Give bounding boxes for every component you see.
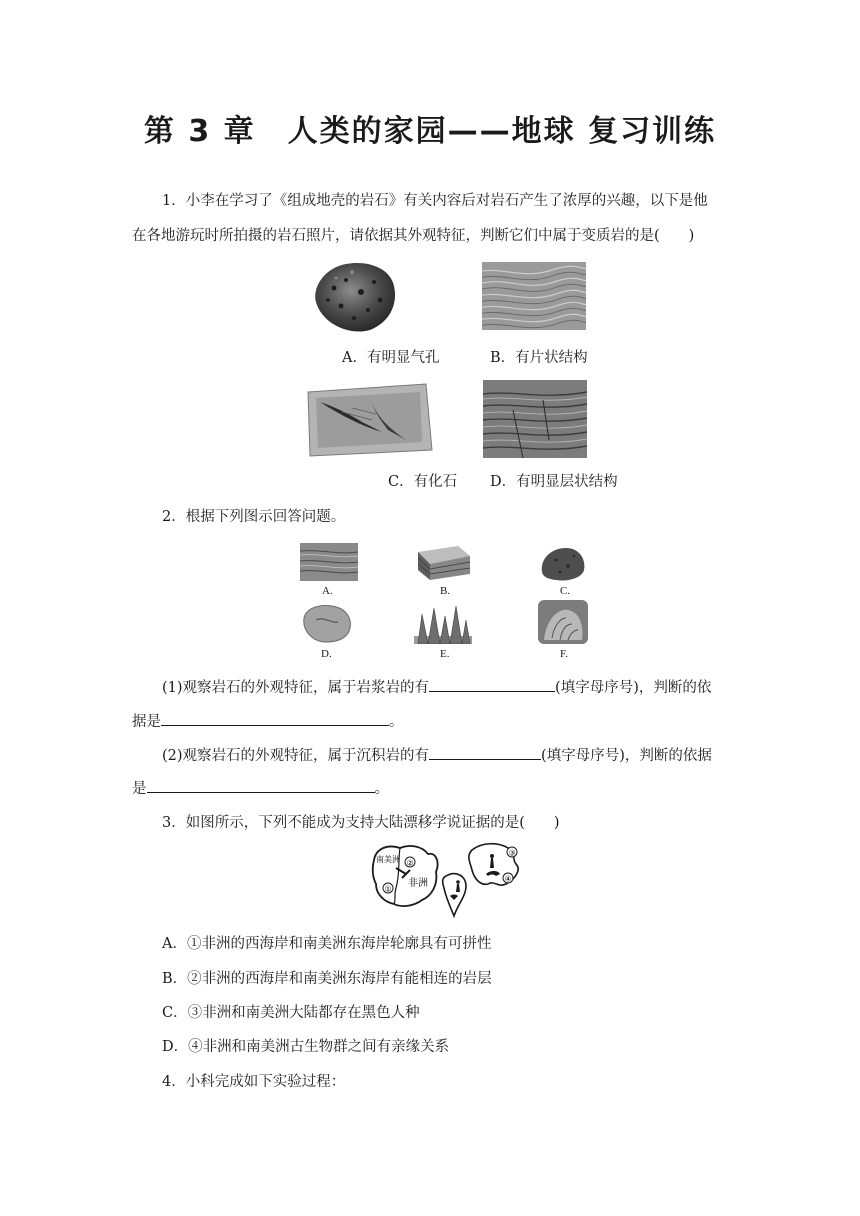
svg-text:③: ③ (508, 848, 516, 858)
q2-part2-line1: (2)观察岩石的外观特征，属于沉积岩的有 (填字母序号)，判断的依据 (162, 744, 712, 766)
svg-text:④: ④ (504, 874, 512, 884)
q1-option-d: D．有明显层状结构 (490, 474, 618, 490)
q3-continent-map (366, 840, 526, 922)
q2-stem: 2．根据下列图示回答问题。 (162, 509, 346, 525)
q2-label-b: B. (440, 585, 451, 597)
q1-option-b: B．有片状结构 (490, 350, 588, 366)
q2-photo-a (300, 543, 358, 581)
q2-part1-blank1[interactable] (429, 676, 555, 692)
q1-option-a: A．有明显气孔 (342, 350, 440, 366)
page-title: 第 3 章 人类的家园——地球 复习训练 (143, 114, 717, 149)
q3-option-b: B．②非洲的西海岸和南美洲东海岸有能相连的岩层 (162, 971, 492, 987)
q2-label-f: F. (560, 648, 568, 660)
q2-label-d: D. (321, 648, 332, 660)
svg-text:①: ① (384, 884, 392, 894)
q3-option-c: C．③非洲和南美洲大陆都存在黑色人种 (162, 1005, 420, 1021)
q3-option-a: A．①非洲的西海岸和南美洲东海岸轮廓具有可拼性 (162, 936, 492, 952)
q1-option-c: C．有化石 (388, 474, 458, 490)
q3-option-d: D．④非洲和南美洲古生物群之间有亲缘关系 (162, 1039, 450, 1055)
q2-photo-f (538, 600, 588, 644)
q2-part1-line1: (1)观察岩石的外观特征，属于岩浆岩的有 (填字母序号)，判断的依 (162, 676, 711, 698)
q2-photo-d (300, 602, 354, 644)
q2-part1-line2: 据是 。 (132, 710, 404, 732)
q2-label-e: E. (440, 648, 450, 660)
q2-label-c: C. (560, 585, 571, 597)
map-marker-1 (383, 883, 393, 894)
map-marker-3 (507, 847, 517, 858)
q2-part2-blank2[interactable] (147, 777, 375, 793)
q4-stem: 4．小科完成如下实验过程： (162, 1074, 346, 1090)
q2-part1-blank2[interactable] (161, 710, 389, 726)
q2-photo-b (414, 542, 472, 582)
map-marker-2 (405, 857, 415, 868)
map-marker-4 (503, 873, 513, 884)
photo-b-foliated-rock (482, 262, 586, 330)
map-label-africa: 非洲 (408, 878, 428, 889)
q2-photo-e (414, 602, 472, 644)
q1-line2: 在各地游玩时所拍摄的岩石照片，请依据其外观特征，判断它们中属于变质岩的是( ) (132, 228, 695, 244)
photo-d-layered-rock (483, 380, 587, 458)
q2-photo-c (538, 544, 588, 582)
q2-label-a: A. (322, 585, 333, 597)
q3-stem: 3．如图所示，下列不能成为支持大陆漂移学说证据的是( ) (162, 815, 560, 831)
map-label-south-america: 南美洲 (376, 855, 400, 864)
photo-a-porous-rock (306, 258, 398, 336)
q1-line1: 1．小李在学习了《组成地壳的岩石》有关内容后对岩石产生了浓厚的兴趣，以下是他 (162, 193, 708, 209)
q2-part2-blank1[interactable] (429, 744, 541, 760)
photo-c-fossil-slab (302, 382, 434, 458)
svg-text:②: ② (406, 858, 414, 868)
q2-part2-line2: 是 。 (132, 777, 389, 799)
